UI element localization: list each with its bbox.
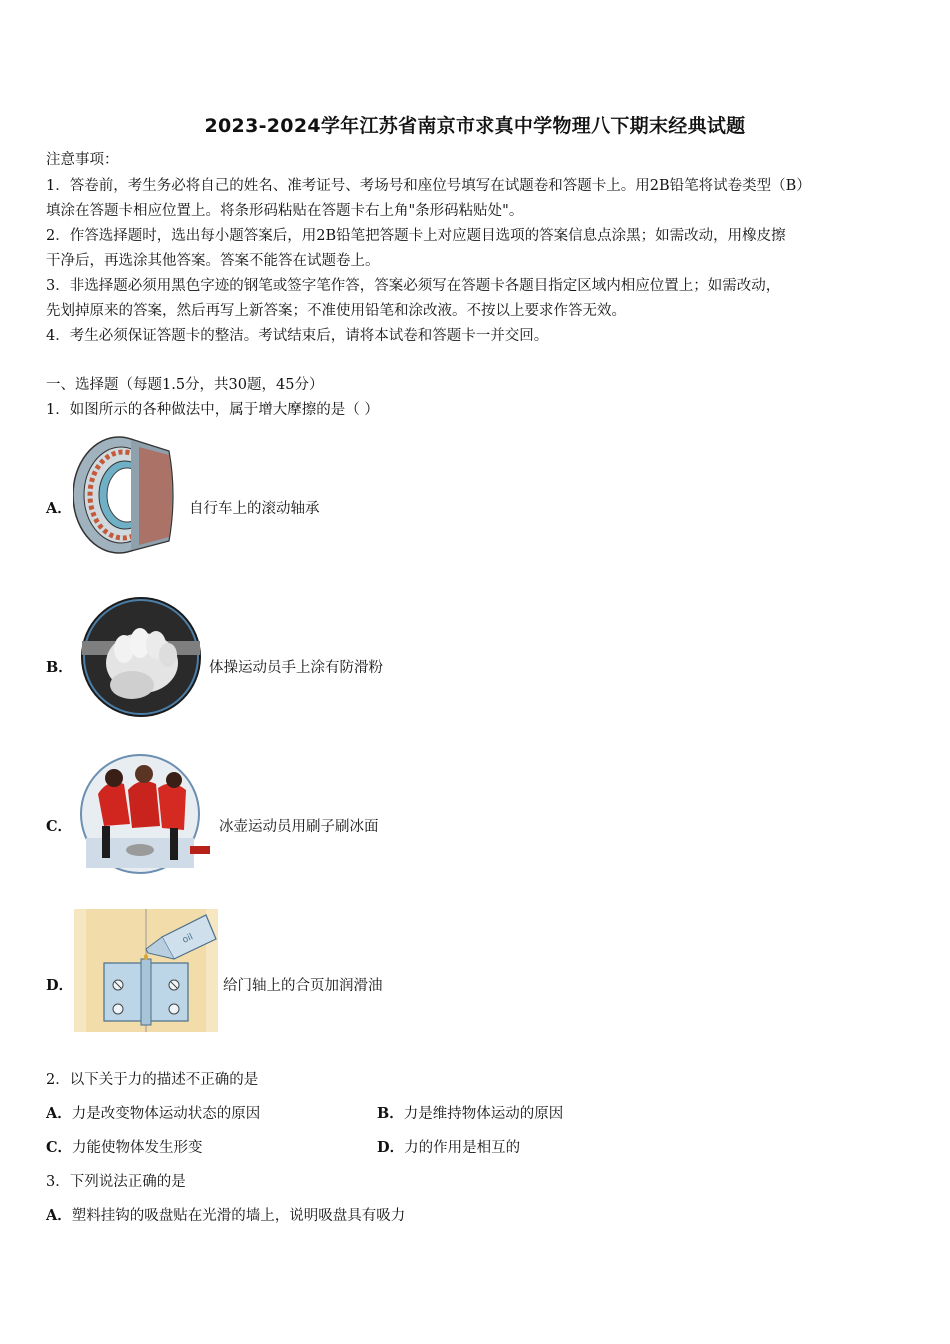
q2-option-b-text: 力是维持物体运动的原因	[403, 1106, 564, 1122]
question-1-stem: 1．如图所示的各种做法中，属于增大摩擦的是（ ）	[46, 402, 379, 418]
q2-option-c	[46, 1136, 203, 1157]
notice-heading: 注意事项：	[46, 152, 119, 168]
notice-line: 先划掉原来的答案，然后再写上新答案；不准使用铅笔和涂改液。不按以上要求作答无效。	[46, 303, 626, 319]
notice-line: 干净后，再选涂其他答案。答案不能答在试题卷上。	[46, 253, 380, 269]
q2-option-c-text: 力能使物体发生形变	[72, 1140, 203, 1156]
notice-line: 2．作答选择题时，选出每小题答案后，用2B铅笔把答题卡上对应题目选项的答案信息点涂黑；如需改动，用橡皮擦	[46, 228, 786, 244]
q1-option-d-text: 给门轴上的合页加润滑油	[223, 978, 383, 994]
q1-option-a-letter: A．	[46, 500, 72, 517]
q2-option-b-letter: B．	[377, 1105, 404, 1122]
q2-option-b	[377, 1102, 563, 1123]
q2-option-d	[377, 1136, 520, 1157]
gymnast-hand-image	[80, 597, 203, 718]
q2-option-d-text: 力的作用是相互的	[404, 1140, 521, 1156]
q2-option-a-text: 力是改变物体运动状态的原因	[71, 1106, 261, 1122]
q3-option-a-text: 塑料挂钩的吸盘贴在光滑的墙上，说明吸盘具有吸力	[71, 1208, 406, 1224]
section-heading: 一、选择题（每题1.5分，共30题，45分）	[46, 377, 324, 393]
notice-line: 填涂在答题卡相应位置上。将条形码粘贴在答题卡右上角"条形码粘贴处"。	[46, 203, 524, 219]
q3-option-a-letter: A．	[46, 1207, 72, 1224]
page-title: 2023-2024学年江苏省南京市求真中学物理八下期末经典试题	[204, 115, 746, 137]
q1-option-b-text: 体操运动员手上涂有防滑粉	[209, 660, 383, 676]
q1-option-b-letter: B．	[46, 659, 73, 676]
bearing-image	[73, 433, 179, 558]
q2-option-c-letter: C．	[46, 1139, 73, 1156]
question-2-stem: 2．以下关于力的描述不正确的是	[46, 1072, 259, 1088]
q2-option-a	[46, 1102, 260, 1123]
q2-option-d-letter: D．	[377, 1139, 405, 1156]
oil-can-label: oil	[181, 932, 195, 946]
question-3-stem: 3．下列说法正确的是	[46, 1174, 186, 1190]
curling-image	[78, 754, 214, 874]
q1-option-a-text: 自行车上的滚动轴承	[189, 501, 320, 517]
q1-option-d-letter: D．	[46, 977, 74, 994]
notice-line: 4．考生必须保证答题卡的整洁。考试结束后，请将本试卷和答题卡一并交回。	[46, 328, 549, 344]
notice-line: 1．答卷前，考生务必将自己的姓名、准考证号、考场号和座位号填写在试题卷和答题卡上。用2B铅笔将试卷类型（B）	[46, 178, 811, 194]
q1-option-c-text: 冰壶运动员用刷子刷冰面	[219, 819, 379, 835]
door-hinge-image	[74, 909, 218, 1032]
q1-option-c-letter: C．	[46, 818, 73, 835]
notice-line: 3．非选择题必须用黑色字迹的钢笔或签字笔作答，答案必须写在答题卡各题目指定区域内相应位置上；如需改动，	[46, 278, 781, 294]
q2-option-a-letter: A．	[46, 1105, 72, 1122]
q3-option-a	[46, 1204, 405, 1225]
